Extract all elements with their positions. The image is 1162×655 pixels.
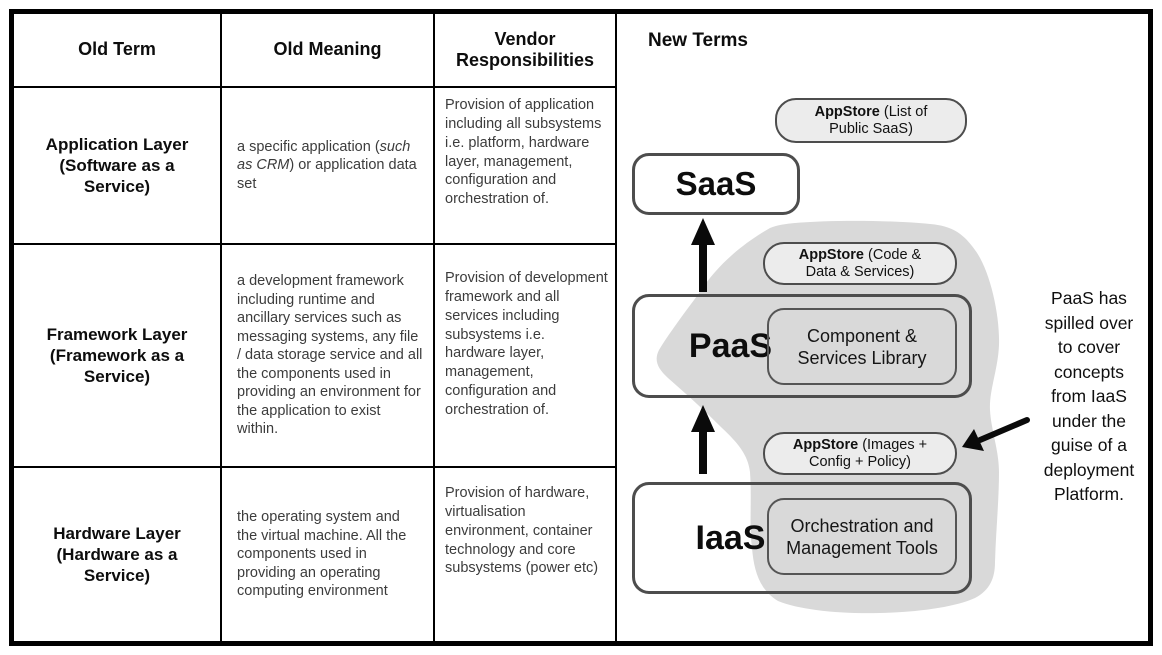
note-line: concepts xyxy=(1053,361,1125,382)
meaning-italic-text: such as CRM xyxy=(237,138,411,174)
row-application-vendor: Provision of application including all subsystems i.e. platform, hardware layer, management, configuration and orchestration of. xyxy=(435,88,617,245)
orchestration-management-tools-box xyxy=(767,498,957,575)
iaas-label: IaaS xyxy=(695,518,766,557)
row-hardware-vendor: Provision of hardware, virtualisation environment, container technology and core subsystems (power etc) xyxy=(435,468,617,641)
header-old-term: Old Term xyxy=(14,14,222,88)
badge-line: Data & Services) xyxy=(805,263,915,280)
row-framework-vendor: Provision of development framework and all services including subsystems i.e. hardware layer, management, configuration and orchestration of. xyxy=(435,245,617,468)
row-application-meaning xyxy=(222,88,435,245)
outer-frame xyxy=(9,9,1153,646)
inner-box-line: Services Library xyxy=(797,347,927,368)
inner-box-line: Component & xyxy=(806,325,918,346)
note-line: under the xyxy=(1052,410,1126,431)
paas-spill-note xyxy=(1017,286,1161,507)
badge-rest: (List of xyxy=(879,103,928,120)
row-hardware-meaning: the operating system and the virtual machine. All the components used in providing an operating computing environment xyxy=(222,468,435,641)
note-line: to cover xyxy=(1057,337,1121,357)
old-terms-table xyxy=(14,14,617,641)
header-old-meaning: Old Meaning xyxy=(222,14,435,88)
badge-line: Public SaaS) xyxy=(829,120,913,137)
appstore-paas-badge xyxy=(763,242,957,285)
row-framework-term: Framework Layer (Framework as a Service) xyxy=(14,245,222,468)
paas-label: PaaS xyxy=(688,326,773,365)
badge-bold: AppStore xyxy=(798,246,864,263)
new-terms-title: New Terms xyxy=(648,30,748,51)
appstore-saas-badge xyxy=(775,98,967,143)
note-line: Platform. xyxy=(1053,484,1125,504)
note-line: from IaaS xyxy=(1051,386,1127,406)
note-line: deployment xyxy=(1043,459,1135,480)
row-application-term: Application Layer (Software as a Service) xyxy=(14,88,222,245)
row-framework-meaning: a development framework including runtime and ancillary services such as messaging systems, any file / data storage service and all the components used in providing an environment for the application to exist within. xyxy=(222,245,435,468)
inner-box-line: Management Tools xyxy=(786,537,938,558)
inner-box-line: Orchestration and xyxy=(790,515,934,536)
badge-line: Config + Policy) xyxy=(809,453,911,470)
badge-rest: (Images + xyxy=(858,436,928,453)
row-hardware-term: Hardware Layer (Hardware as a Service) xyxy=(14,468,222,641)
badge-line xyxy=(765,247,955,264)
badge-bold: AppStore xyxy=(792,436,859,453)
saas-box xyxy=(632,153,800,215)
badge-line xyxy=(777,104,965,121)
badge-bold: AppStore xyxy=(814,103,880,120)
note-line: PaaS has xyxy=(1051,288,1127,308)
header-vendor-responsibilities: Vendor Responsibilities xyxy=(435,14,617,88)
component-services-library-box xyxy=(767,308,957,385)
saas-label: SaaS xyxy=(675,165,757,202)
meaning-text: ) or application data set xyxy=(237,157,417,192)
badge-rest: (Code & xyxy=(864,246,922,263)
badge-line xyxy=(765,437,955,454)
note-line: spilled over xyxy=(1044,312,1134,333)
meaning-text: a specific application ( xyxy=(237,138,380,155)
appstore-iaas-badge xyxy=(763,432,957,475)
note-line: guise of a xyxy=(1051,435,1127,455)
